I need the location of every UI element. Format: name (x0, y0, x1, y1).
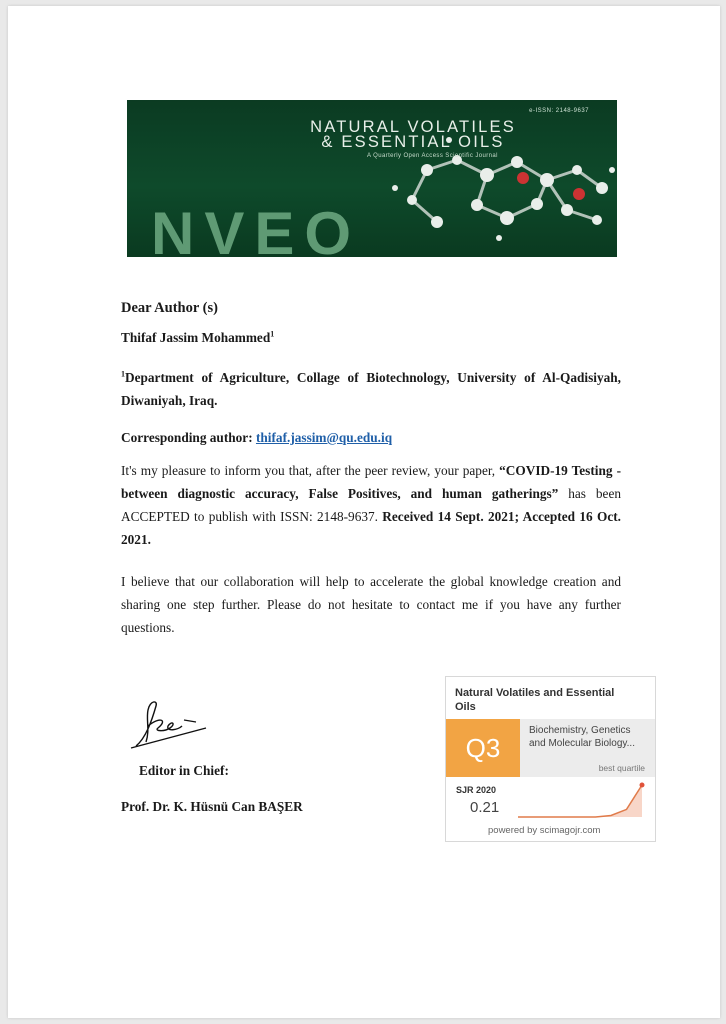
editor-signature (126, 698, 216, 753)
corresponding-author (121, 426, 621, 449)
corresponding-label: Corresponding author: (121, 430, 256, 445)
corresponding-email-link[interactable]: thifaf.jassim@qu.edu.iq (255, 430, 393, 445)
author-name-text: Thifaf Jassim Mohammed (121, 330, 271, 345)
banner-title-line1: NATURAL VOLATILES (310, 118, 516, 136)
sjr-year-label: SJR 2020 (456, 785, 497, 795)
paper-title: “COVID-19 Testing - between diagnostic accuracy, False Positives, and human gatherings” (121, 463, 621, 501)
banner-acronym: NVEO (151, 200, 362, 257)
category-box (520, 719, 655, 777)
best-quartile-note: best quartile (598, 763, 645, 773)
sjr-trend-endpoint (640, 783, 645, 788)
signoff-role: Editor in Chief: (139, 763, 229, 778)
signoff-name: Prof. Dr. K. Hüsnü Can BAŞER (121, 799, 303, 814)
journal-banner (127, 100, 617, 257)
author-name (121, 326, 621, 349)
banner-title-line2: & ESSENTIAL OILS (321, 133, 505, 151)
banner-subtitle: A Quarterly Open Access Scientific Journal (367, 153, 498, 159)
p1-middle: has been ACCEPTED to publish with ISSN: 2148-9637. (121, 486, 621, 524)
letter-page (8, 6, 720, 1018)
greeting: Dear Author (s) (121, 300, 218, 316)
sjr-trend-sparkline (518, 781, 648, 821)
banner-issn: e-ISSN: 2148-9637 (529, 108, 589, 114)
affiliation-superscript: 1 (121, 369, 125, 379)
sjr-value: 0.21 (470, 799, 500, 816)
p1-intro: It's my pleasure to inform you that, after the peer review, your paper, (121, 463, 500, 478)
affiliation-text: Department of Agriculture, Collage of Biotechnology, University of Al-Qadisiyah, Diwaniyah, Iraq. (121, 370, 621, 408)
affiliation (121, 366, 621, 412)
category-name: Biochemistry, Genetics and Molecular Biology... (529, 725, 635, 749)
sjr-badge[interactable] (445, 676, 656, 842)
sjr-trend-area (518, 785, 642, 817)
sjr-journal-name: Natural Volatiles and Essential Oils (455, 687, 615, 713)
author-superscript: 1 (270, 329, 275, 339)
received-accepted-dates: Received 14 Sept. 2021; Accepted 16 Oct. 2021. (121, 509, 621, 547)
banner-journal-title (223, 120, 603, 150)
closing-paragraph: I believe that our collaboration will help to accelerate the global knowledge creation and sharing one step further. Please do not hesitate to contact me if you have any further questions. (121, 574, 621, 635)
quartile-box: Q3 (446, 719, 520, 777)
acceptance-paragraph (121, 459, 621, 551)
powered-by-scimago: powered by scimagojr.com (488, 825, 601, 836)
